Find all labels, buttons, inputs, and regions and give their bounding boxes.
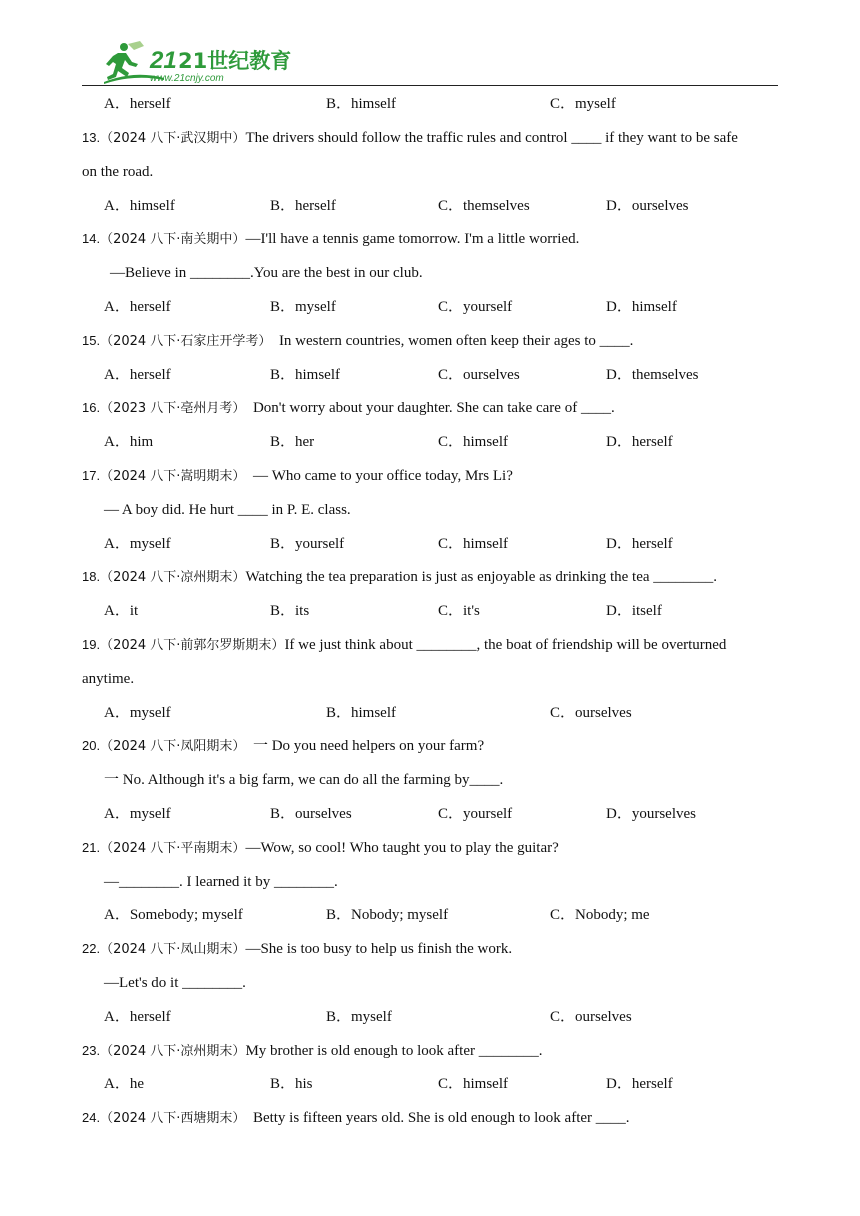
option-c: C．himself xyxy=(438,1076,508,1092)
question-text: —Wow, so cool! Who taught you to play the guitar? xyxy=(245,840,559,856)
option-b: B．ourselves xyxy=(270,806,352,822)
question-text: My brother is old enough to look after ________. xyxy=(245,1043,543,1059)
header-divider xyxy=(82,85,778,86)
question-stem xyxy=(82,567,717,588)
question-text-continued: —Believe in ________.You are the best in our club. xyxy=(110,265,423,281)
option-c: C．it's xyxy=(438,603,480,619)
option-d: D．herself xyxy=(606,434,673,450)
option-c: C．themselves xyxy=(438,198,530,214)
option-b: B．himself xyxy=(326,96,396,112)
question-text: If we just think about ________, the boat of friendship will be overturned xyxy=(284,637,727,653)
option-c: C．ourselves xyxy=(550,705,632,721)
question-text: The drivers should follow the traffic rules and control ____ if they want to be safe xyxy=(245,130,738,146)
question-text: — Who came to your office today, Mrs Li? xyxy=(252,468,513,484)
option-b: B．Nobody; myself xyxy=(326,907,449,923)
question-text-continued: — A boy did. He hurt ____ in P. E. class. xyxy=(104,502,351,518)
option-b: B．himself xyxy=(270,367,340,383)
question-source: （2024 八下·石家庄开学考） xyxy=(100,334,272,349)
option-b: B．her xyxy=(270,434,315,450)
option-a: A．he xyxy=(104,1076,144,1092)
question-number: 23. xyxy=(82,1043,101,1058)
question-text-continued: on the road. xyxy=(82,164,154,180)
option-a: A．myself xyxy=(104,806,171,822)
question-number: 24. xyxy=(82,1110,101,1125)
option-c: C．himself xyxy=(438,434,508,450)
option-a: A．Somebody; myself xyxy=(104,907,243,923)
question-source: （2024 八下·南关期中） xyxy=(100,232,246,247)
question-stem xyxy=(82,229,579,250)
question-number: 22. xyxy=(82,941,101,956)
site-logo xyxy=(104,40,292,86)
question-text: Watching the tea preparation is just as enjoyable as drinking the tea ________. xyxy=(245,569,718,585)
option-a: A．herself xyxy=(104,1009,171,1025)
option-b: B．myself xyxy=(326,1009,392,1025)
question-stem xyxy=(82,939,512,960)
option-a: A．him xyxy=(104,434,154,450)
option-d: D．ourselves xyxy=(606,198,689,214)
question-number: 15. xyxy=(82,333,101,348)
question-text: —I'll have a tennis game tomorrow. I'm a little worried. xyxy=(245,231,580,247)
question-stem xyxy=(82,331,633,352)
option-b: B．his xyxy=(270,1076,313,1092)
question-source: （2024 八下·西塘期末） xyxy=(100,1111,246,1126)
option-b: B．yourself xyxy=(270,536,345,552)
question-stem xyxy=(82,466,513,487)
question-stem xyxy=(82,1108,630,1129)
option-d: D．itself xyxy=(606,603,662,619)
option-a: A．it xyxy=(104,603,139,619)
option-c: C．himself xyxy=(438,536,508,552)
option-b: B．herself xyxy=(270,198,336,214)
option-c: C．yourself xyxy=(438,299,513,315)
question-text-continued: anytime. xyxy=(82,671,135,687)
question-source: （2024 八下·凉州期末） xyxy=(100,570,246,585)
question-number: 13. xyxy=(82,130,101,145)
option-a: A．herself xyxy=(104,367,171,383)
question-stem xyxy=(82,1041,542,1062)
question-number: 16. xyxy=(82,400,101,415)
option-d: D．himself xyxy=(606,299,677,315)
option-c: C．ourselves xyxy=(550,1009,632,1025)
question-source: （2024 八下·凉州期末） xyxy=(100,1044,246,1059)
option-b: B．its xyxy=(270,603,310,619)
question-stem xyxy=(82,398,615,419)
option-a: A．himself xyxy=(104,198,175,214)
question-text: In western countries, women often keep their ages to ____. xyxy=(278,333,634,349)
question-stem xyxy=(82,838,559,859)
question-source: （2024 八下·凤山期末） xyxy=(100,942,246,957)
question-source: （2023 八下·亳州月考） xyxy=(100,401,246,416)
question-source: （2024 八下·武汉期中） xyxy=(100,131,246,146)
option-d: D．herself xyxy=(606,1076,673,1092)
question-source: （2024 八下·前郭尔罗斯期末） xyxy=(100,638,285,653)
question-text: —She is too busy to help us finish the work. xyxy=(245,941,513,957)
option-a: A．myself xyxy=(104,536,171,552)
question-number: 19. xyxy=(82,637,101,652)
question-source: （2024 八下·嵩明期末） xyxy=(100,469,246,484)
svg-text:21世纪教育: 21世纪教育 xyxy=(178,49,292,73)
question-text-continued: 一 No. Although it's a big farm, we can do all the farming by____. xyxy=(104,772,504,788)
question-number: 18. xyxy=(82,569,101,584)
option-a: A．herself xyxy=(104,96,171,112)
question-text: 一 Do you need helpers on your farm? xyxy=(252,738,485,754)
question-number: 21. xyxy=(82,840,101,855)
question-text: Betty is fifteen years old. She is old enough to look after ____. xyxy=(252,1110,630,1126)
option-d: D．yourselves xyxy=(606,806,696,822)
option-d: D．themselves xyxy=(606,367,699,383)
option-b: B．himself xyxy=(326,705,396,721)
question-stem xyxy=(82,635,726,656)
option-a: A．herself xyxy=(104,299,171,315)
svg-text:www.21cnjy.com: www.21cnjy.com xyxy=(150,73,224,84)
question-text-continued: —________. I learned it by ________. xyxy=(104,874,338,890)
question-source: （2024 八下·平南期末） xyxy=(100,841,246,856)
svg-text:21: 21 xyxy=(150,47,177,74)
question-source: （2024 八下·凤阳期末） xyxy=(100,739,246,754)
question-stem xyxy=(82,128,738,149)
option-b: B．myself xyxy=(270,299,336,315)
option-c: C．ourselves xyxy=(438,367,520,383)
option-d: D．herself xyxy=(606,536,673,552)
question-text: Don't worry about your daughter. She can take care of ____. xyxy=(252,400,615,416)
question-number: 17. xyxy=(82,468,101,483)
option-c: C．yourself xyxy=(438,806,513,822)
option-c: C．Nobody; me xyxy=(550,907,650,923)
question-stem xyxy=(82,736,484,757)
question-number: 14. xyxy=(82,231,101,246)
question-text-continued: —Let's do it ________. xyxy=(104,975,246,991)
page-header xyxy=(0,0,860,90)
option-a: A．myself xyxy=(104,705,171,721)
question-number: 20. xyxy=(82,738,101,753)
option-c: C．myself xyxy=(550,96,616,112)
